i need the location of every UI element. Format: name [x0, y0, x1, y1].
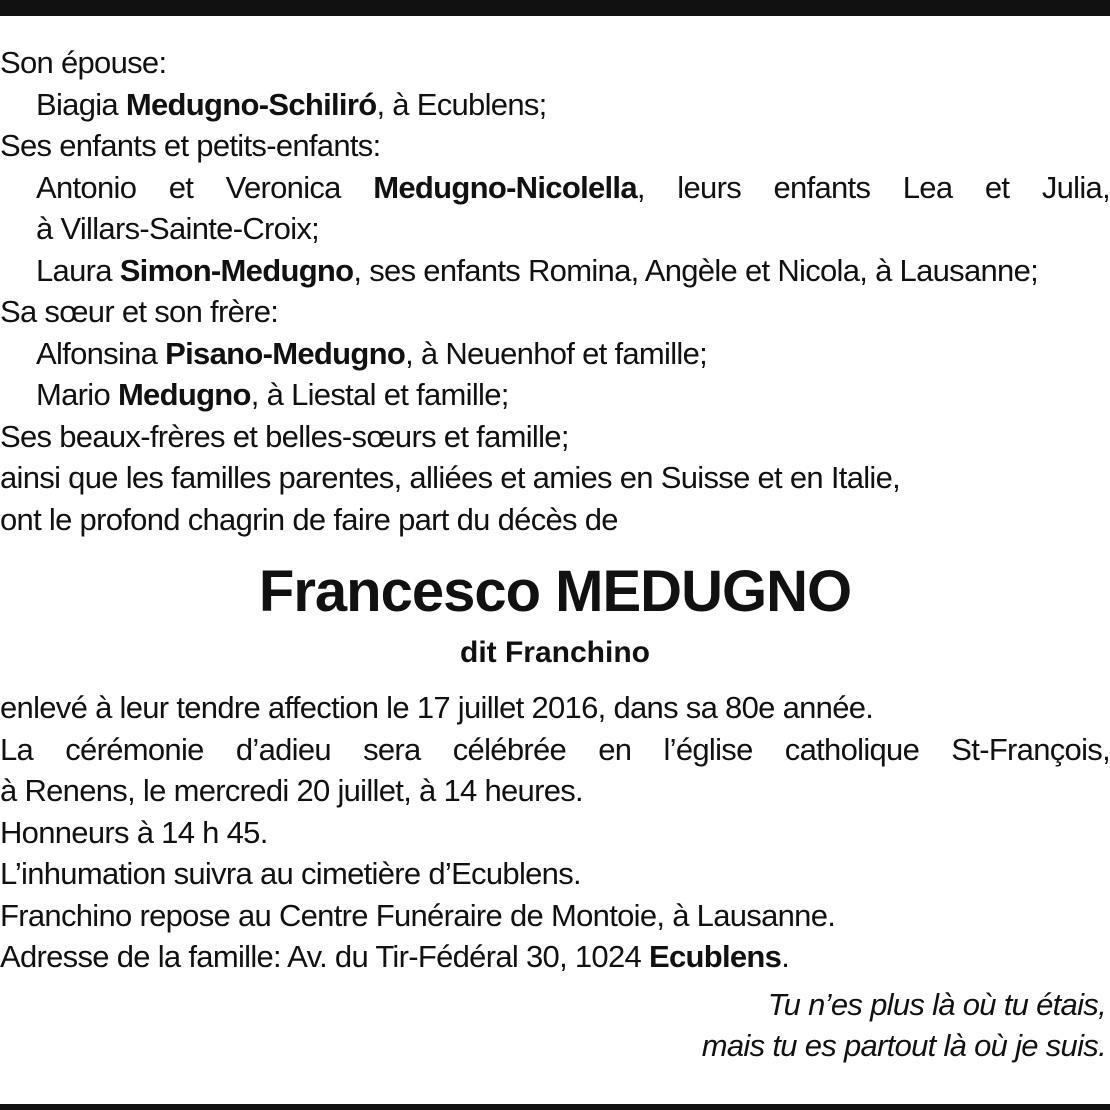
- family-address-line: [0, 936, 1110, 978]
- deceased-name: Francesco MEDUGNO: [258, 559, 852, 624]
- sibling1-details: , à Neuenhof et famille;: [405, 335, 708, 371]
- spouse-entry: [0, 84, 1110, 126]
- ceremony-line-2: à Renens, le mercredi 20 juillet, à 14 heures.: [0, 773, 583, 808]
- sibling2-first-name: Mario: [36, 377, 118, 412]
- sibling1-surname: Pisano-Medugno: [165, 335, 406, 371]
- child-entry-1-continued: à Villars-Sainte-Croix;: [36, 211, 320, 246]
- ceremony-line-1: La cérémonie d’adieu sera célébrée en l’église catholique St-François,: [0, 731, 1110, 767]
- honours-line: Honneurs à 14 h 45.: [0, 814, 268, 850]
- child-entry-2: [0, 250, 1110, 292]
- announcement-line: ont le profond chagrin de faire part du décès de: [0, 501, 618, 537]
- child-entry-1: [0, 167, 1110, 209]
- child2-first-name: Laura: [36, 252, 120, 288]
- inlaws-line: Ses beaux-frères et belles-sœurs et famille;: [0, 418, 569, 454]
- deceased-nickname: dit Franchino: [460, 636, 650, 669]
- spouse-heading: Son épouse:: [0, 45, 167, 80]
- spouse-location: , à Ecublens;: [376, 86, 547, 122]
- burial-line: L’inhumation suivra au cimetière d’Ecublens.: [0, 856, 581, 891]
- bottom-border-rule: [0, 1104, 1110, 1110]
- top-border-rule: [0, 0, 1110, 16]
- deceased-block: [0, 554, 1110, 673]
- address-suffix: .: [781, 939, 790, 974]
- death-date-line: enlevé à leur tendre affection le 17 juillet 2016, dans sa 80e année.: [0, 690, 874, 725]
- sibling1-first-name: Alfonsina: [36, 335, 166, 371]
- children-heading: Ses enfants et petits-enfants:: [0, 128, 381, 163]
- spouse-first-name: Biagia: [36, 86, 126, 122]
- quote-line-2: mais tu es partout là où je suis.: [701, 1027, 1106, 1063]
- sibling-entry-1: [0, 333, 1110, 375]
- obituary-notice: [0, 42, 1110, 1066]
- relatives-line: ainsi que les familles parentes, alliées et amies en Suisse et en Italie,: [0, 460, 901, 495]
- sibling2-details: , à Liestal et famille;: [250, 377, 509, 412]
- child2-surname: Simon-Medugno: [119, 252, 354, 288]
- sibling2-surname: Medugno: [117, 377, 251, 412]
- spouse-surname: Medugno-Schiliró: [125, 86, 377, 122]
- rest-place-line: Franchino repose au Centre Funéraire de Montoie, à Lausanne.: [0, 897, 836, 933]
- address-city: Ecublens: [648, 939, 782, 974]
- address-prefix: Adresse de la famille: Av. du Tir-Fédéral 30, 1024: [0, 939, 649, 974]
- quote-line-1: Tu n’es plus là où tu étais,: [767, 986, 1106, 1022]
- siblings-heading: Sa sœur et son frère:: [0, 294, 279, 329]
- child2-details: , ses enfants Romina, Angèle et Nicola, à Lausanne;: [353, 252, 1039, 288]
- sibling-entry-2: [0, 374, 1110, 416]
- child1-surname: Medugno-Nicolella: [373, 169, 637, 205]
- child1-details: , leurs enfants Lea et Julia,: [636, 169, 1110, 205]
- child1-first-names: Antonio et Veronica: [36, 169, 374, 205]
